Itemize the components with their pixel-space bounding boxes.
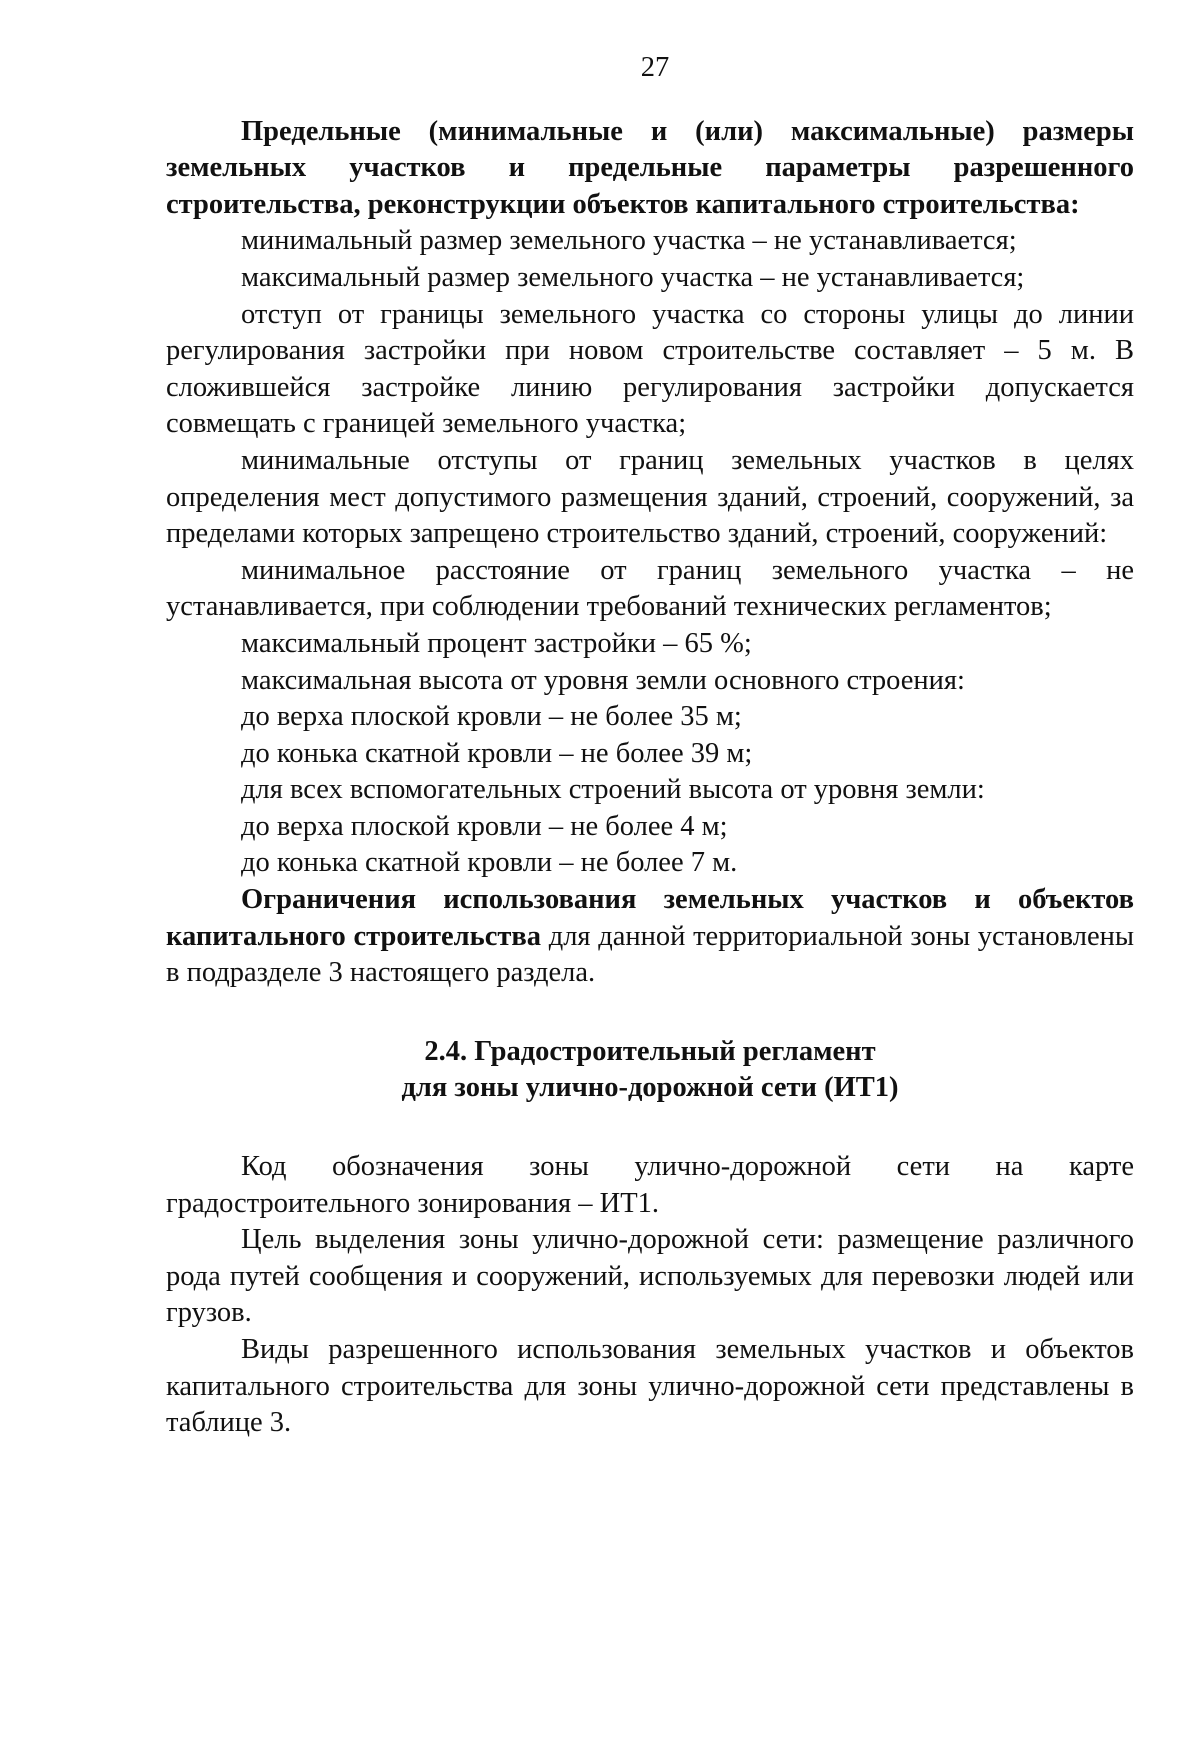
page-number: 27 [640,52,670,83]
paragraph-min-setbacks: минимальные отступы от границ земельных участков в целях определения мест допустимого размещения зданий, строений, сооружений, за пределами которых запрещено строительство зданий, строений, сооружений: [166,444,1134,550]
paragraph-zone-purpose: Цель выделения зоны улично-дорожной сети: размещение различного рода путей сообщения и сооружений, используемых для перевозки людей или грузов. [166,1224,1134,1329]
paragraph-aux-height: для всех вспомогательных строений высота от уровня земли: [241,774,985,806]
block-heading-text: Предельные (минимальные и (или) максимальные) размеры земельных участков и предельные параметры разрешенного строительства, реконструкции объектов капитального строительства: [166,115,1134,220]
paragraph-min-size: минимальный размер земельного участка – не устанавливается; [241,225,1017,257]
paragraph-max-height: максимальная высота от уровня земли основного строения: [241,664,965,696]
section-title-line-2: для зоны улично-дорожной сети (ИТ1) [401,1072,899,1104]
paragraph-permitted-uses: Виды разрешенного использования земельных участков и объектов капитального строительства для зоны улично-дорожной сети представлены в таблице 3. [166,1334,1134,1439]
block-heading [166,114,1134,224]
restrictions-bold-text: Ограничения использования земельных участков и объектов капитального строительства [166,884,1134,952]
paragraph-restrictions [166,882,1134,992]
section-title-line-1: 2.4. Градостроительный регламент [424,1035,876,1067]
paragraph-flat-roof-main: до верха плоской кровли – не более 35 м; [241,701,742,733]
paragraph-flat-roof-aux: до верха плоской кровли – не более 4 м; [241,810,728,842]
restrictions-text: для данной территориальной зоны установлены в подразделе 3 настоящего раздела. [166,920,1135,989]
section-title [166,1034,1134,1107]
paragraph-min-distance: минимальное расстояние от границ земельного участка – не устанавливается, при соблюдении требований технических регламентов; [166,554,1134,623]
paragraph-pitched-roof-aux: до конька скатной кровли – не более 7 м. [241,847,738,879]
paragraph-max-size: максимальный размер земельного участка – не устанавливается; [241,261,1025,293]
document-page [166,50,1134,1442]
paragraph-zone-code: Код обозначения зоны улично-дорожной сети на карте градостроительного зонирования – ИТ1. [166,1151,1134,1219]
paragraph-max-coverage: максимальный процент застройки – 65 %; [241,627,752,659]
paragraph-street-setback: отступ от границы земельного участка со стороны улицы до линии регулирования застройки при новом строительстве составляет – 5 м. В сложившейся застройке линию регулирования застройки допускается совмещать с границей земельного участка; [166,298,1134,440]
paragraph-pitched-roof-main: до конька скатной кровли – не более 39 м; [241,737,753,769]
